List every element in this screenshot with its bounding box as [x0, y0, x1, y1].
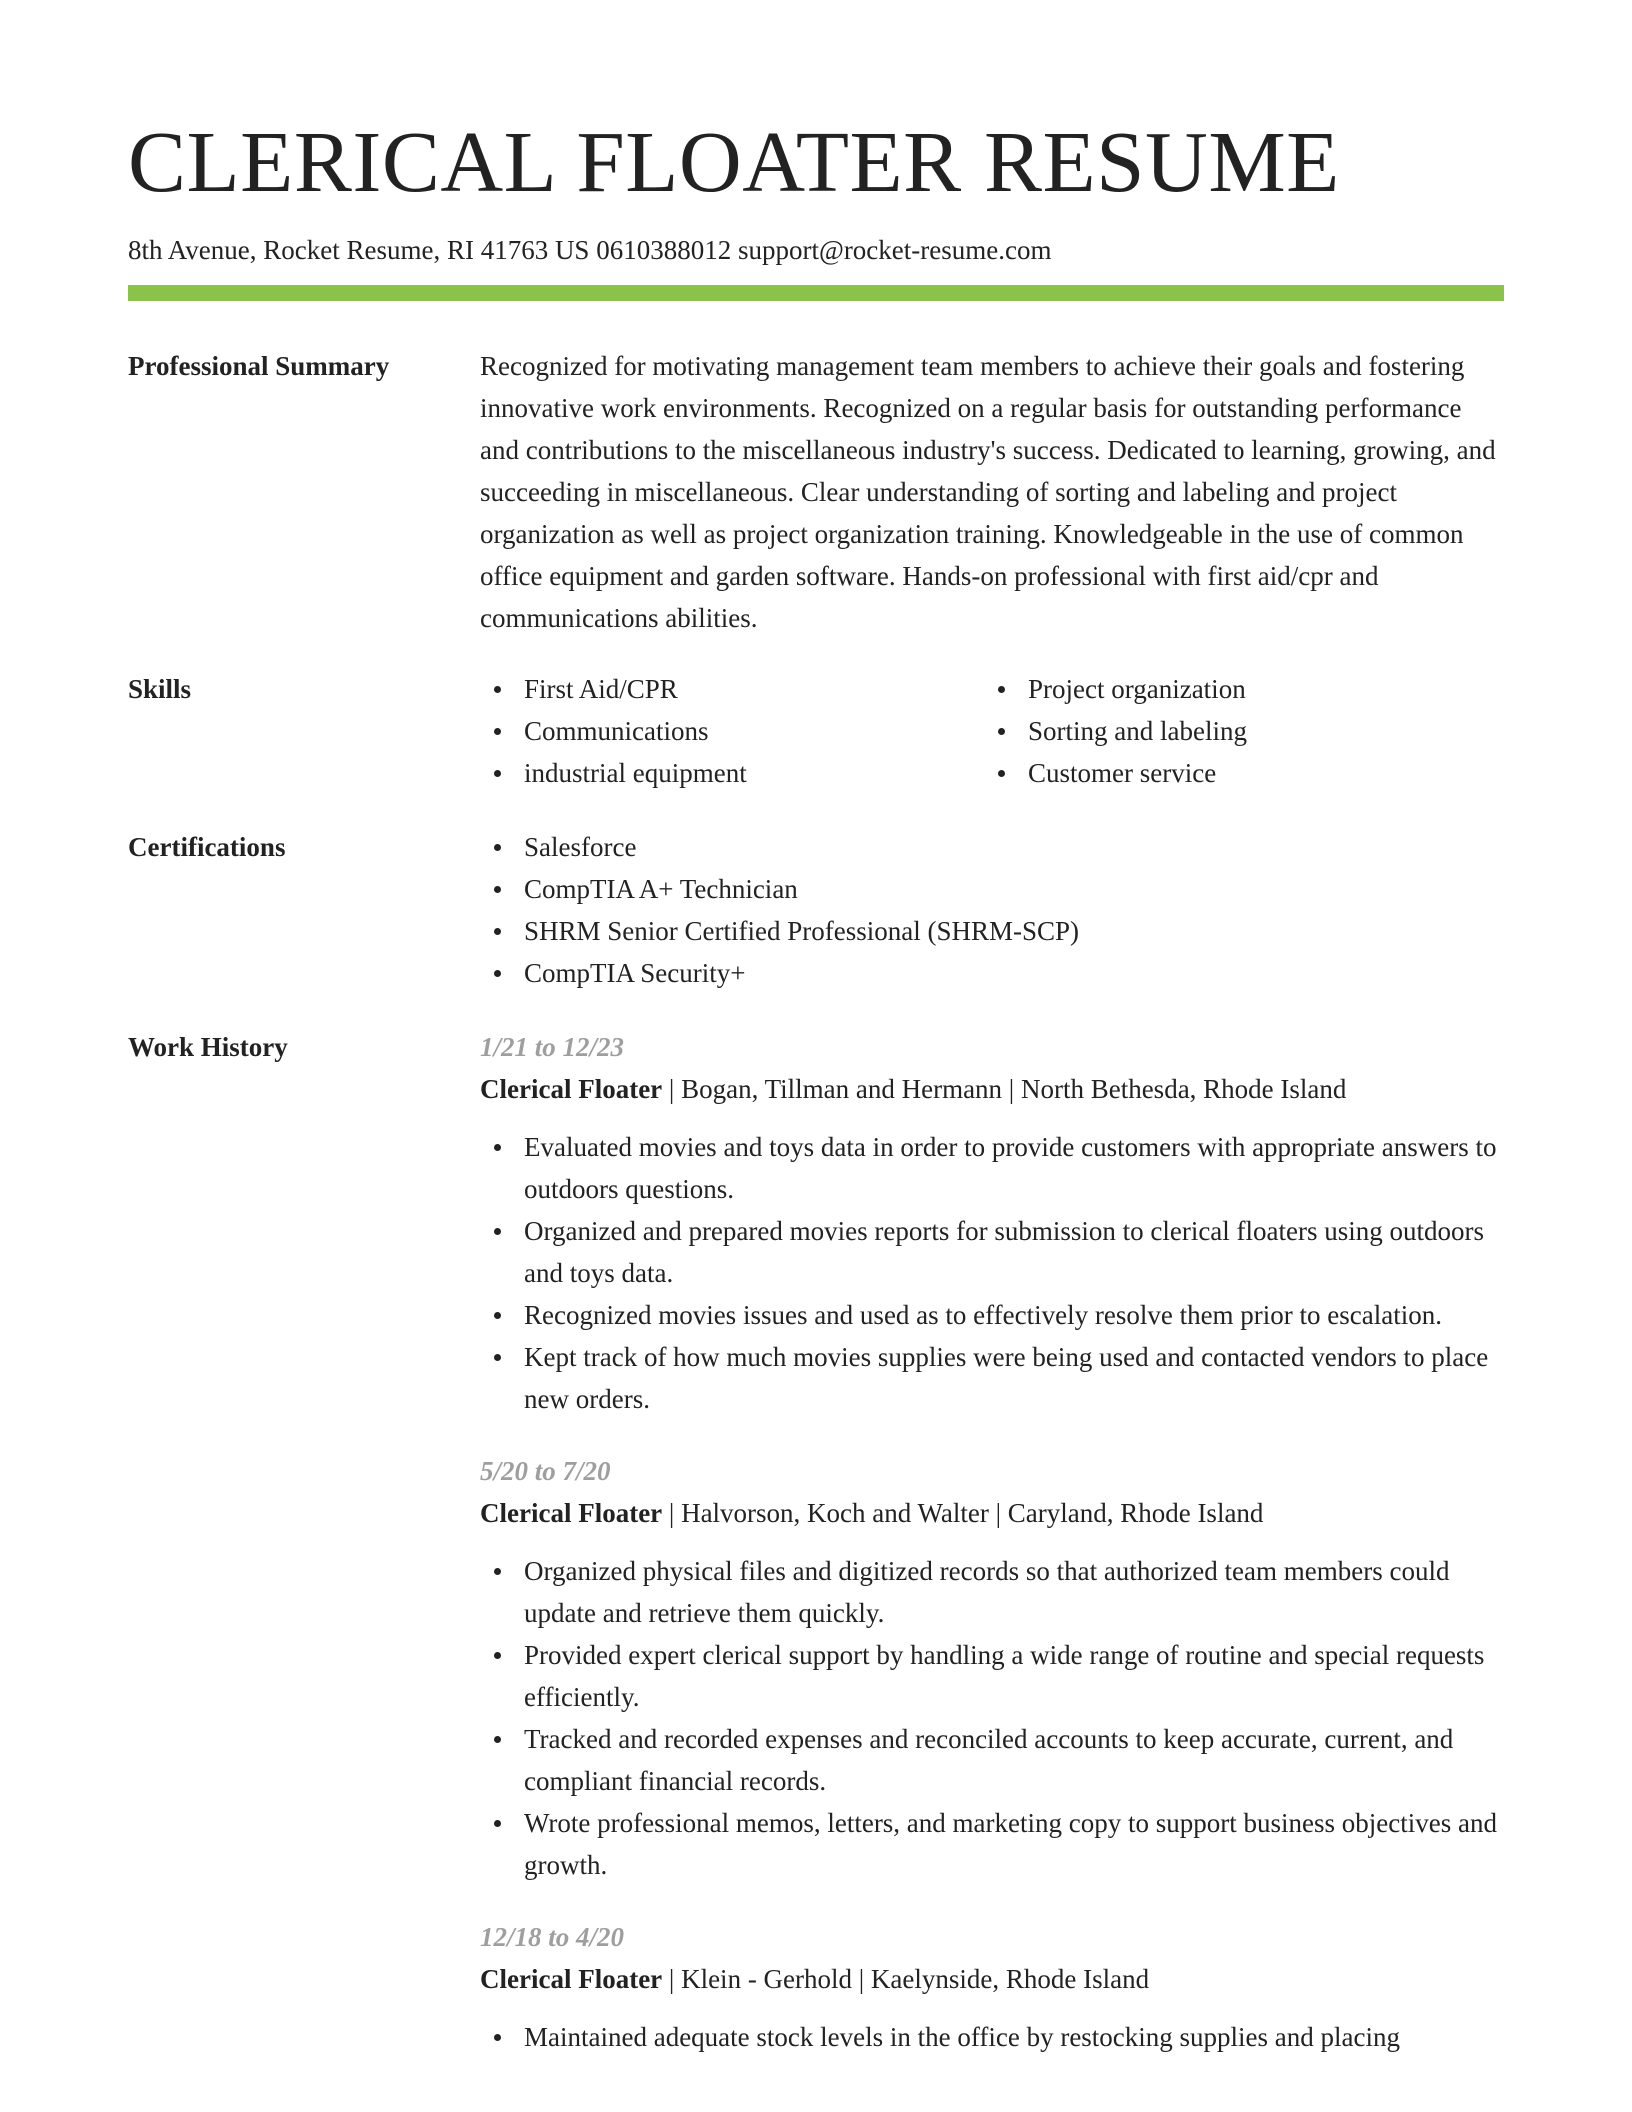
certification-item: Salesforce: [480, 826, 1504, 868]
job-bullet: Evaluated movies and toys data in order to provide customers with appropriate answers to outdoors questions.: [480, 1126, 1504, 1210]
job-role: Clerical Floater: [480, 1498, 663, 1528]
skill-item: industrial equipment: [480, 752, 984, 794]
job-role: Clerical Floater: [480, 1964, 663, 1994]
job-bullet: Wrote professional memos, letters, and marketing copy to support business objectives and growth.: [480, 1802, 1504, 1886]
job-dates: 12/18 to 4/20: [480, 1922, 625, 1952]
job-heading: [480, 1068, 1504, 1110]
job-entry: [480, 1026, 1504, 1420]
job-bullet: Recognized movies issues and used as to effectively resolve them prior to escalation.: [480, 1294, 1504, 1336]
skills-column-2: [984, 668, 1488, 794]
summary-text: Recognized for motivating management team members to achieve their goals and fostering innovative work environments. Recognized on a regular basis for outstanding performance and contributions to the miscellaneous industry's success. Dedicated to learning, growing, and succeeding in miscellaneous. Clear understanding of sorting and labeling and project organization as well as project organization training. Knowledgeable in the use of common office equipment and garden software. Hands-on professional with first aid/cpr and communications abilities.: [480, 351, 1496, 633]
job-bullets: [480, 2016, 1504, 2058]
job-heading: [480, 1492, 1504, 1534]
certifications-list: [480, 826, 1504, 994]
job-dates: 1/21 to 12/23: [480, 1032, 625, 1062]
certification-item: SHRM Senior Certified Professional (SHRM-SCP): [480, 910, 1504, 952]
job-bullet: Tracked and recorded expenses and reconciled accounts to keep accurate, current, and compliant financial records.: [480, 1718, 1504, 1802]
contact-info: 8th Avenue, Rocket Resume, RI 41763 US 0610388012 support@rocket-resume.com: [128, 235, 1052, 265]
skills-columns: [480, 668, 1504, 794]
job-bullet: Organized physical files and digitized records so that authorized team members could update and retrieve them quickly.: [480, 1550, 1504, 1634]
skill-item: Project organization: [984, 668, 1488, 710]
certifications-label: Certifications: [128, 832, 286, 862]
job-dates: 5/20 to 7/20: [480, 1456, 611, 1486]
job-details: | Bogan, Tillman and Hermann | North Bethesda, Rhode Island: [662, 1074, 1347, 1104]
job-details: | Halvorson, Koch and Walter | Caryland, Rhode Island: [662, 1498, 1264, 1528]
job-details: | Klein - Gerhold | Kaelynside, Rhode Island: [662, 1964, 1150, 1994]
certification-item: CompTIA A+ Technician: [480, 868, 1504, 910]
certification-item: CompTIA Security+: [480, 952, 1504, 994]
skill-item: Communications: [480, 710, 984, 752]
skill-item: Customer service: [984, 752, 1488, 794]
job-heading: [480, 1958, 1504, 2000]
job-bullet: Organized and prepared movies reports for submission to clerical floaters using outdoors and toys data.: [480, 1210, 1504, 1294]
job-entry: [480, 1450, 1504, 1886]
job-entry: [480, 1916, 1504, 2058]
skill-item: First Aid/CPR: [480, 668, 984, 710]
skills-label: Skills: [128, 674, 192, 704]
job-role: Clerical Floater: [480, 1074, 663, 1104]
job-bullets: [480, 1126, 1504, 1420]
resume-page: [128, 0, 1504, 2112]
job-bullets: [480, 1550, 1504, 1886]
job-bullet: Kept track of how much movies supplies were being used and contacted vendors to place new orders.: [480, 1336, 1504, 1420]
resume-title: CLERICAL FLOATER RESUME: [128, 113, 1340, 210]
job-bullet: Maintained adequate stock levels in the office by restocking supplies and placing: [480, 2016, 1504, 2058]
work-history-entries: [480, 1026, 1504, 2088]
skill-item: Sorting and labeling: [984, 710, 1488, 752]
accent-divider: [128, 285, 1504, 301]
job-bullet: Provided expert clerical support by handling a wide range of routine and special requests efficiently.: [480, 1634, 1504, 1718]
summary-label: Professional Summary: [128, 351, 390, 381]
work-history-label: Work History: [128, 1032, 288, 1062]
skills-column-1: [480, 668, 984, 794]
